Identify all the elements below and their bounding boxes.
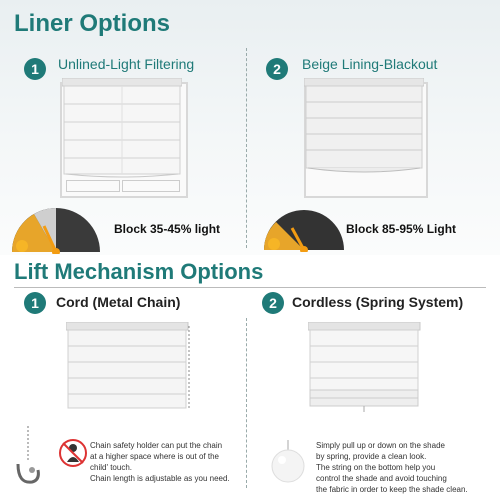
section-rule xyxy=(14,287,486,288)
cordless-option-label: Cordless (Spring System) xyxy=(292,294,464,310)
pull-knob-icon xyxy=(268,440,308,484)
liner-divider xyxy=(246,48,247,248)
lift-mechanism-heading: Lift Mechanism Options xyxy=(14,259,264,284)
caption-line: Simply pull up or down on the shade xyxy=(316,441,445,450)
cordless-shade xyxy=(308,322,422,412)
cordless-caption xyxy=(316,440,498,495)
child-safety-icon xyxy=(58,438,88,468)
caption-line: the fabric in order to keep the shade clean. xyxy=(316,485,468,494)
chain-holder-icon xyxy=(12,424,42,486)
cord-caption xyxy=(90,440,250,484)
caption-line: Chain safety holder can put the chain xyxy=(90,441,223,450)
lift-option-2-badge: 2 xyxy=(262,292,284,314)
caption-line: at a higher space where is out of the xyxy=(90,452,219,461)
option-1-badge: 1 xyxy=(24,58,46,80)
roman-shade-blackout xyxy=(304,78,424,178)
caption-line: child' touch. xyxy=(90,463,132,472)
light-dial-icon xyxy=(8,206,104,254)
option-2-badge: 2 xyxy=(266,58,288,80)
blackout-option-label: Beige Lining-Blackout xyxy=(302,56,438,72)
blackout-dial-icon xyxy=(262,206,346,252)
caption-line: Chain length is adjustable as you need. xyxy=(90,474,230,483)
unlined-option-label: Unlined-Light Filtering xyxy=(58,56,195,72)
lift-option-1-badge: 1 xyxy=(24,292,46,314)
liner-options-heading: Liner Options xyxy=(14,10,170,37)
window-pane xyxy=(66,180,120,192)
window-pane xyxy=(122,180,180,192)
blackout-block-text: Block 85-95% Light xyxy=(346,222,457,236)
unlined-block-text: Block 35-45% light xyxy=(114,222,221,236)
caption-line: control the shade and avoid touching xyxy=(316,474,447,483)
cord-option-label: Cord (Metal Chain) xyxy=(56,294,181,310)
caption-line: by spring, provide a clean look. xyxy=(316,452,427,461)
caption-line: The string on the bottom help you xyxy=(316,463,436,472)
roman-shade-unlined xyxy=(62,78,182,178)
corded-shade xyxy=(66,322,192,412)
